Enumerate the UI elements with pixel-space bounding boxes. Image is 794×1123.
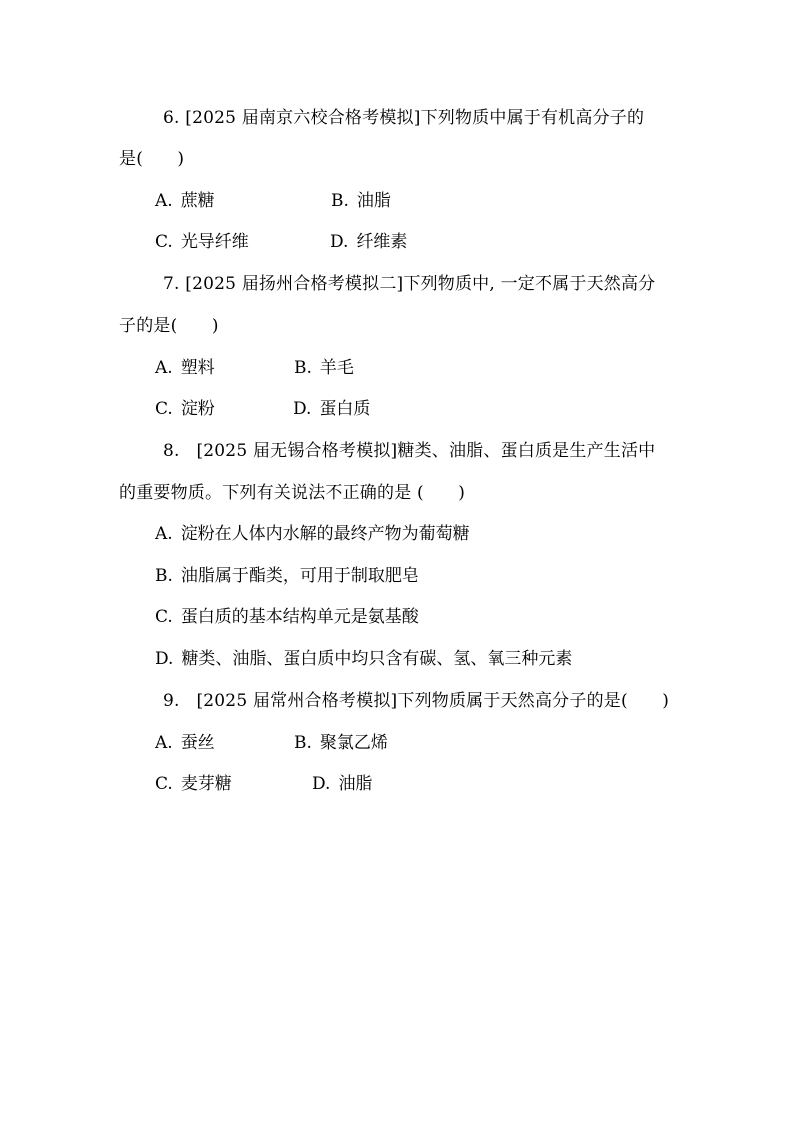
option-label: C. — [155, 774, 173, 794]
question-7-option-d — [293, 397, 370, 421]
question-6-option-b — [331, 189, 391, 213]
option-text: 蛋白质 — [319, 399, 371, 419]
option-label: D. — [312, 774, 331, 794]
option-text: 蛋白质的基本结构单元是氨基酸 — [180, 607, 419, 627]
question-7-option-a — [155, 356, 215, 380]
option-text: 麦芽糖 — [180, 774, 232, 794]
question-6-option-d — [330, 230, 407, 254]
question-7-option-b — [294, 356, 354, 380]
question-source: [2025 届南京六校合格考模拟] — [185, 108, 421, 128]
question-9-option-d — [312, 772, 372, 796]
option-label: B. — [294, 733, 312, 753]
option-label: B. — [331, 191, 349, 211]
option-text: 油脂 — [356, 191, 391, 211]
question-6-option-c — [155, 230, 249, 254]
question-9-stem — [163, 689, 669, 713]
question-source: [2025 届扬州合格考模拟二] — [185, 274, 404, 294]
question-6-stem — [163, 106, 644, 130]
option-text: 塑料 — [180, 358, 215, 378]
question-6-stem-continued: 是( ) — [119, 149, 185, 169]
option-text: 光导纤维 — [180, 232, 249, 252]
option-text: 羊毛 — [319, 358, 354, 378]
question-8-stem-continued: 的重要物质。下列有关说法不正确的是 ( ) — [119, 483, 466, 503]
question-stem-text: 下列物质中, 一定不属于天然高分 — [403, 274, 656, 294]
question-stem-text: 下列物质中属于有机高分子的 — [420, 108, 645, 128]
option-label: D. — [330, 232, 349, 252]
option-label: A. — [155, 358, 173, 378]
question-8-option-c — [155, 605, 419, 629]
question-source: [2025 届无锡合格考模拟] — [196, 441, 398, 461]
option-label: A. — [155, 524, 173, 544]
option-text: 纤维素 — [356, 232, 408, 252]
option-text: 糖类、油脂、蛋白质中均只含有碳、氢、氧三种元素 — [181, 649, 573, 669]
option-text: 油脂 — [338, 774, 373, 794]
question-number: 7. — [163, 274, 180, 294]
question-stem-text: 糖类、油脂、蛋白质是生产生活中 — [397, 441, 656, 461]
option-text: 聚氯乙烯 — [319, 733, 388, 753]
question-8-option-a — [155, 522, 470, 546]
option-text: 淀粉 — [180, 399, 215, 419]
option-label: C. — [155, 399, 173, 419]
question-9-option-a — [155, 731, 215, 755]
option-label: A. — [155, 733, 173, 753]
question-8-option-d — [155, 647, 572, 671]
option-label: C. — [155, 232, 173, 252]
option-label: D. — [155, 649, 174, 669]
option-text: 淀粉在人体内水解的最终产物为葡萄糖 — [180, 524, 470, 544]
option-label: A. — [155, 191, 173, 211]
question-6-option-a — [155, 189, 215, 213]
question-number: 9. — [163, 691, 180, 711]
question-7-option-c — [155, 397, 215, 421]
question-7-stem — [163, 272, 655, 296]
option-label: D. — [293, 399, 312, 419]
question-9-option-b — [294, 731, 388, 755]
option-text: 蚕丝 — [180, 733, 215, 753]
question-7-stem-continued: 子的是( ) — [119, 316, 219, 336]
option-label: B. — [155, 566, 173, 586]
question-8-stem — [163, 439, 655, 463]
question-number: 6. — [163, 108, 180, 128]
option-label: C. — [155, 607, 173, 627]
question-stem-text: 下列物质属于天然高分子的是( ) — [397, 691, 670, 711]
option-text: 油脂属于酯类，可用于制取肥皂 — [180, 566, 419, 586]
option-text: 蔗糖 — [180, 191, 215, 211]
question-8-option-b — [155, 564, 419, 588]
question-number: 8. — [163, 441, 180, 461]
question-9-option-c — [155, 772, 232, 796]
option-label: B. — [294, 358, 312, 378]
question-source: [2025 届常州合格考模拟] — [196, 691, 398, 711]
